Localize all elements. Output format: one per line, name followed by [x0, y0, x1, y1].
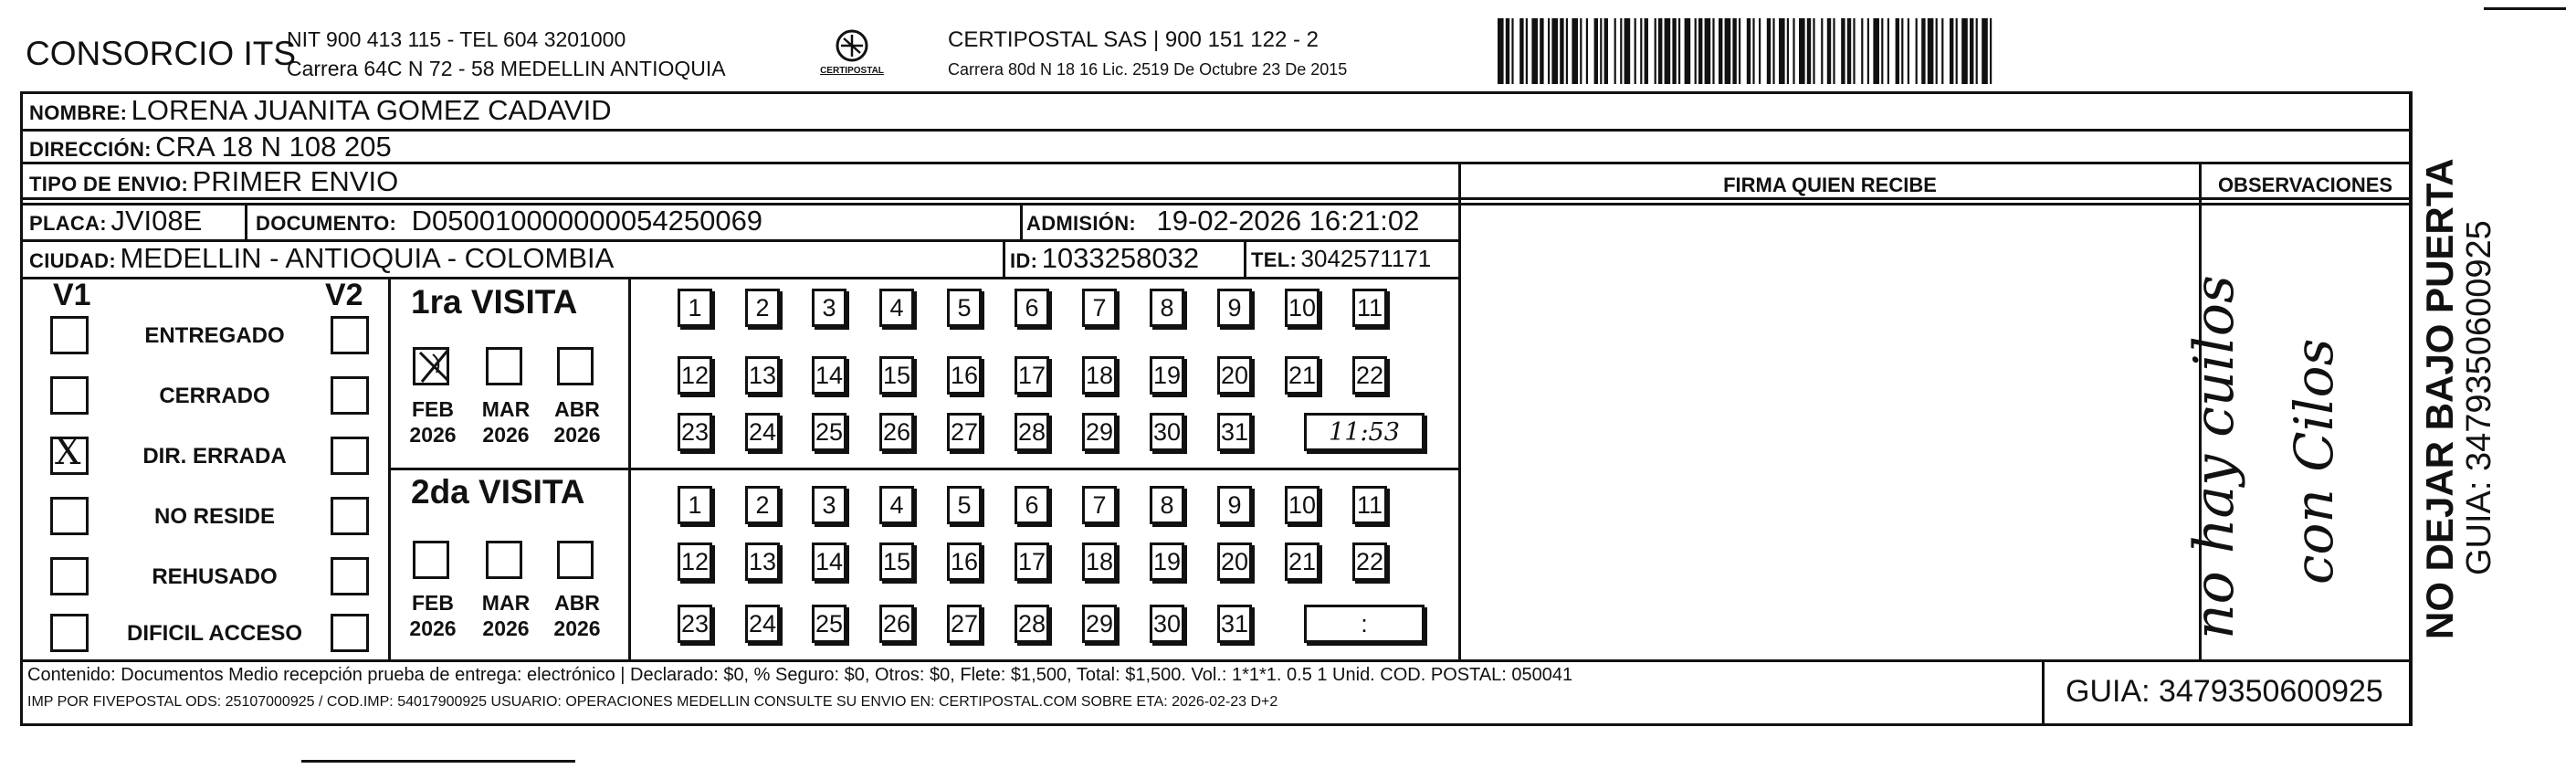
day-box-second[interactable]: 15 — [879, 543, 914, 581]
status-v2-checkbox[interactable] — [331, 614, 369, 652]
status-v2-checkbox[interactable] — [331, 316, 369, 354]
v2-label: V2 — [325, 278, 363, 312]
no-dejar-bajo-puerta: NO DEJAR BAJO PUERTA — [2418, 158, 2461, 639]
month-checkbox-second[interactable] — [486, 541, 522, 579]
direccion-field — [29, 131, 392, 163]
admision-field — [1026, 205, 1419, 237]
first-visit-title: 1ra VISITA — [411, 283, 578, 321]
admision-label: ADMISIÓN: — [1026, 212, 1137, 235]
documento-value: D050010000000054250069 — [411, 205, 763, 237]
day-box-first[interactable]: 4 — [879, 289, 914, 327]
id-field — [1010, 242, 1199, 275]
footer-imp-line: IMP POR FIVEPOSTAL ODS: 25107000925 / COD.IMP: 54017900925 USUARIO: OPERACIONES MEDELLIN CONSULTE SU ENVIO EN: CERTIPOSTAL.COM SOBRE ETA: 2026-02-23 D+2 — [27, 694, 1278, 710]
month-checkbox-first[interactable] — [557, 347, 594, 385]
status-v1-checkbox[interactable] — [50, 497, 89, 535]
address-line: Carrera 64C N 72 - 58 MEDELLIN ANTIOQUIA — [287, 57, 726, 80]
day-box-first[interactable]: 29 — [1082, 413, 1117, 451]
certipostal-line1: CERTIPOSTAL SAS | 900 151 122 - 2 — [948, 27, 1319, 52]
status-v2-checkbox[interactable] — [331, 376, 369, 415]
day-box-second[interactable]: 14 — [812, 543, 846, 581]
tipo-envio-value: PRIMER ENVIO — [192, 165, 399, 197]
status-label: DIR. ERRADA — [142, 444, 287, 469]
day-box-first[interactable]: 22 — [1352, 356, 1387, 395]
day-box-first[interactable]: 1 — [678, 289, 712, 327]
barcode — [1498, 18, 2228, 84]
admision-value: 19-02-2026 16:21:02 — [1156, 205, 1420, 237]
day-box-second[interactable]: 23 — [678, 605, 712, 643]
status-v1-checkbox[interactable] — [50, 614, 89, 652]
ciudad-value: MEDELLIN - ANTIOQUIA - COLOMBIA — [120, 242, 615, 274]
day-box-first[interactable]: 12 — [678, 356, 712, 395]
month-name: MAR — [481, 397, 531, 421]
tipo-envio-label: TIPO DE ENVIO: — [29, 173, 189, 195]
observation-handwriting-2: con Cilos — [2283, 338, 2345, 585]
company-name: CONSORCIO ITS — [26, 35, 297, 72]
day-box-second[interactable]: 27 — [947, 605, 982, 643]
day-box-second[interactable]: 18 — [1082, 543, 1117, 581]
ciudad-label: CIUDAD: — [29, 249, 116, 272]
nit-line: NIT 900 413 115 - TEL 604 3201000 — [287, 27, 626, 51]
checkmark-feb-first-visit — [413, 345, 455, 387]
day-box-second[interactable]: 24 — [745, 605, 780, 643]
day-box-first[interactable]: 20 — [1217, 356, 1252, 395]
month-label — [478, 590, 533, 641]
status-label: REHUSADO — [152, 564, 278, 589]
id-label: ID: — [1010, 249, 1038, 272]
day-box-first[interactable]: 31 — [1217, 413, 1252, 451]
day-box-first[interactable]: 11 — [1352, 289, 1387, 327]
day-box-second[interactable]: 31 — [1217, 605, 1252, 643]
day-box-first[interactable]: 25 — [812, 413, 846, 451]
time-box-second[interactable]: : — [1304, 605, 1425, 643]
logo-text: CERTIPOSTAL — [820, 66, 884, 76]
guia-vertical: GUIA: 3479350600925 — [2460, 220, 2498, 575]
day-box-second[interactable]: 8 — [1150, 486, 1184, 524]
day-box-first[interactable]: 7 — [1082, 289, 1117, 327]
footer-content-line: Contenido: Documentos Medio recepción prueba de entrega: electrónico | Declarado: $0, % Seguro: $0, Otros: $0, Flete: $1,500, Total: $1,500. Vol.: 1*1*1. 0.5 1 Unid. COD. POSTAL: 050041 — [27, 665, 1573, 685]
status-v2-checkbox[interactable] — [331, 437, 369, 475]
day-box-first[interactable]: 15 — [879, 356, 914, 395]
tel-label: TEL: — [1251, 248, 1298, 271]
day-box-first[interactable]: 26 — [879, 413, 914, 451]
status-v1-checkbox[interactable] — [50, 376, 89, 415]
day-box-first[interactable]: 18 — [1082, 356, 1117, 395]
day-box-first[interactable]: 3 — [812, 289, 846, 327]
month-year: 2026 — [553, 616, 601, 640]
observaciones-header: OBSERVACIONES — [2217, 174, 2393, 196]
ciudad-field — [29, 242, 614, 275]
checkmark-dir-errada-v1: X — [55, 431, 81, 473]
day-box-second[interactable]: 2 — [745, 486, 780, 524]
month-label — [478, 396, 533, 448]
month-year: 2026 — [482, 616, 530, 640]
day-box-first[interactable]: 2 — [745, 289, 780, 327]
month-year: 2026 — [409, 616, 457, 640]
nombre-label: NOMBRE: — [29, 101, 128, 124]
month-checkbox-first[interactable] — [486, 347, 522, 385]
month-name: MAR — [481, 591, 531, 615]
day-box-first[interactable]: 14 — [812, 356, 846, 395]
documento-field — [256, 205, 762, 237]
month-year: 2026 — [409, 423, 457, 447]
firma-header: FIRMA QUIEN RECIBE — [1723, 174, 1937, 196]
day-box-first[interactable]: 30 — [1150, 413, 1184, 451]
nombre-value: LORENA JUANITA GOMEZ CADAVID — [131, 94, 612, 126]
bottom-edge-mark — [301, 760, 575, 763]
status-label: NO RESIDE — [153, 504, 276, 529]
day-box-second[interactable]: 30 — [1150, 605, 1184, 643]
time-box-first[interactable]: 11:53 — [1304, 413, 1425, 451]
day-box-first[interactable]: 16 — [947, 356, 982, 395]
status-v1-checkbox[interactable] — [50, 557, 89, 595]
day-box-first[interactable]: 8 — [1150, 289, 1184, 327]
day-box-first[interactable]: 9 — [1217, 289, 1252, 327]
day-box-first[interactable]: 24 — [745, 413, 780, 451]
day-box-first[interactable]: 10 — [1285, 289, 1320, 327]
second-visit-title: 2da VISITA — [411, 473, 585, 511]
day-box-second[interactable]: 21 — [1285, 543, 1320, 581]
month-year: 2026 — [553, 423, 601, 447]
observation-handwriting-1: no hay cuilos — [2182, 275, 2246, 639]
status-label: ENTREGADO — [144, 323, 285, 348]
day-box-second[interactable]: 19 — [1150, 543, 1184, 581]
status-v1-checkbox[interactable] — [50, 316, 89, 354]
day-box-first[interactable]: 5 — [947, 289, 982, 327]
nombre-field — [29, 94, 612, 127]
day-box-second[interactable]: 13 — [745, 543, 780, 581]
day-box-second[interactable]: 17 — [1015, 543, 1049, 581]
month-name: FEB — [412, 591, 454, 615]
day-box-first[interactable]: 19 — [1150, 356, 1184, 395]
day-box-second[interactable]: 29 — [1082, 605, 1117, 643]
day-box-first[interactable]: 6 — [1015, 289, 1049, 327]
status-label: CERRADO — [159, 384, 270, 408]
direccion-label: DIRECCIÓN: — [29, 138, 152, 161]
tel-value: 3042571171 — [1300, 245, 1432, 272]
id-value: 1033258032 — [1041, 242, 1200, 274]
status-v2-checkbox[interactable] — [331, 557, 369, 595]
day-box-first[interactable]: 13 — [745, 356, 780, 395]
month-name: ABR — [554, 591, 600, 615]
day-box-second[interactable]: 22 — [1352, 543, 1387, 581]
month-label — [550, 590, 605, 641]
tel-field — [1251, 245, 1431, 273]
side-panel-divider — [2409, 91, 2412, 726]
documento-label: DOCUMENTO: — [256, 212, 397, 235]
day-box-second[interactable]: 20 — [1217, 543, 1252, 581]
day-box-second[interactable]: 10 — [1285, 486, 1320, 524]
day-box-second[interactable]: 1 — [678, 486, 712, 524]
placa-value: JVI08E — [110, 205, 203, 237]
v1-label: V1 — [53, 278, 91, 312]
footer-guia: GUIA: 3479350600925 — [2066, 674, 2383, 709]
day-box-second[interactable]: 16 — [947, 543, 982, 581]
placa-label: PLACA: — [29, 212, 107, 235]
status-v2-checkbox[interactable] — [331, 497, 369, 535]
certipostal-logo — [811, 27, 893, 80]
day-box-second[interactable]: 12 — [678, 543, 712, 581]
day-box-first[interactable]: 17 — [1015, 356, 1049, 395]
day-box-second[interactable]: 9 — [1217, 486, 1252, 524]
day-box-second[interactable]: 25 — [812, 605, 846, 643]
month-label — [550, 396, 605, 448]
month-label — [405, 590, 460, 641]
month-checkbox-second[interactable] — [557, 541, 594, 579]
day-box-second[interactable]: 5 — [947, 486, 982, 524]
day-box-second[interactable]: 3 — [812, 486, 846, 524]
status-label: DIFICIL ACCESO — [126, 621, 302, 646]
tipo-envio-field — [29, 165, 398, 198]
day-box-first[interactable]: 23 — [678, 413, 712, 451]
month-name: FEB — [412, 397, 454, 421]
month-year: 2026 — [482, 423, 530, 447]
day-box-second[interactable]: 26 — [879, 605, 914, 643]
day-box-first[interactable]: 28 — [1015, 413, 1049, 451]
day-box-first[interactable]: 27 — [947, 413, 982, 451]
direccion-value: CRA 18 N 108 205 — [155, 131, 392, 163]
day-box-second[interactable]: 11 — [1352, 486, 1387, 524]
month-label — [405, 396, 460, 448]
placa-field — [29, 205, 202, 237]
day-box-first[interactable]: 21 — [1285, 356, 1320, 395]
day-box-second[interactable]: 28 — [1015, 605, 1049, 643]
top-right-mark — [2484, 7, 2566, 10]
day-box-second[interactable]: 6 — [1015, 486, 1049, 524]
month-checkbox-second[interactable] — [413, 541, 449, 579]
month-name: ABR — [554, 397, 600, 421]
day-box-second[interactable]: 7 — [1082, 486, 1117, 524]
certipostal-line2: Carrera 80d N 18 16 Lic. 2519 De Octubre 23 De 2015 — [948, 60, 1348, 79]
day-box-second[interactable]: 4 — [879, 486, 914, 524]
